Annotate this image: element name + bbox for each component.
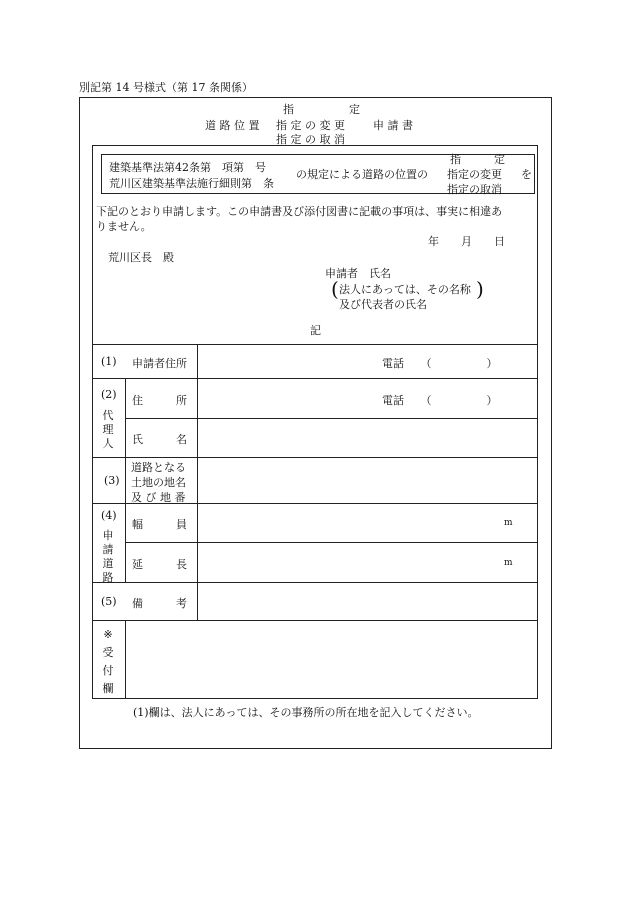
row3-label-1: 道路となる bbox=[131, 461, 186, 474]
row5-number: (5) bbox=[101, 595, 117, 608]
bracket-close: ) bbox=[476, 277, 484, 301]
row1-phone-label: 電話 （ ） bbox=[382, 357, 498, 370]
title-option-cancel: 指 定 の 取 消 bbox=[276, 133, 345, 146]
agent-phone-label: 電話 （ ） bbox=[382, 394, 498, 407]
applicant-note-1: 法人にあっては、その名称 bbox=[339, 283, 471, 296]
row-line bbox=[125, 542, 538, 543]
title-road-position: 道 路 位 置 bbox=[205, 119, 260, 132]
row3-label-3: 及 び 地 番 bbox=[131, 491, 186, 504]
row1-number: (1) bbox=[101, 355, 117, 368]
road-width-unit: m bbox=[504, 518, 513, 528]
row3-number: (3) bbox=[104, 474, 120, 487]
law-option-designation: 指 定 bbox=[450, 153, 505, 166]
road-width-label: 幅 員 bbox=[132, 518, 187, 531]
road-length-label: 延 長 bbox=[132, 558, 187, 571]
agent-address-label: 住 所 bbox=[132, 394, 187, 407]
reception-label: ※ 受 付 欄 bbox=[102, 628, 114, 695]
row4-number: (4) bbox=[101, 509, 117, 522]
title-option-change: 指 定 の 変 更 bbox=[276, 119, 345, 132]
col-line bbox=[125, 378, 126, 503]
table-top-line bbox=[92, 344, 538, 345]
row3-label-2: 土地の地名 bbox=[131, 476, 186, 489]
row-line bbox=[92, 378, 538, 379]
agent-group-label: 代 理 人 bbox=[102, 409, 114, 450]
title-application: 申 請 書 bbox=[373, 119, 413, 132]
row1-label: 申請者住所 bbox=[132, 357, 187, 370]
statement-line-1: 下記のとおり申請します。この申請書及び添付図書に記載の事項は、事実に相違あ bbox=[96, 205, 503, 218]
road-group-label: 申 請 道 路 bbox=[102, 529, 114, 584]
addressee: 荒川区長 殿 bbox=[108, 251, 174, 264]
col-line bbox=[125, 620, 126, 699]
ki-label: 記 bbox=[310, 324, 321, 337]
road-length-unit: m bbox=[504, 558, 513, 568]
remarks-label: 備 考 bbox=[132, 597, 187, 610]
row-line bbox=[92, 620, 538, 621]
applicant-note-2: 及び代表者の氏名 bbox=[339, 298, 427, 311]
statement-line-2: りません。 bbox=[96, 220, 152, 233]
inner-frame bbox=[92, 145, 538, 699]
row-line bbox=[125, 418, 538, 419]
col-line bbox=[197, 344, 198, 620]
row2-number: (2) bbox=[101, 388, 117, 401]
footnote: (1)欄は、法人にあっては、その事務所の所在地を記入してください。 bbox=[133, 706, 479, 719]
col-line bbox=[125, 503, 126, 582]
bracket-open: ( bbox=[331, 277, 339, 301]
row-line bbox=[92, 457, 538, 458]
law-option-cancel: 指定の取消 bbox=[447, 183, 502, 196]
title-option-designation: 指 定 bbox=[283, 103, 360, 116]
form-number-label: 別記第 14 号様式（第 17 条関係） bbox=[79, 81, 253, 94]
law-line-2: 荒川区建築基準法施行細則第 条 bbox=[109, 177, 274, 190]
law-option-change: 指定の変更 bbox=[447, 168, 502, 181]
date-line: 年 月 日 bbox=[428, 235, 505, 248]
row-line bbox=[92, 582, 538, 583]
law-suffix: を bbox=[521, 168, 532, 181]
agent-name-label: 氏 名 bbox=[132, 433, 187, 446]
law-line-1: 建築基準法第42条第 項第 号 bbox=[109, 161, 266, 174]
applicant-name-label: 申請者 氏名 bbox=[325, 267, 391, 280]
law-middle-text: の規定による道路の位置の bbox=[296, 168, 428, 181]
